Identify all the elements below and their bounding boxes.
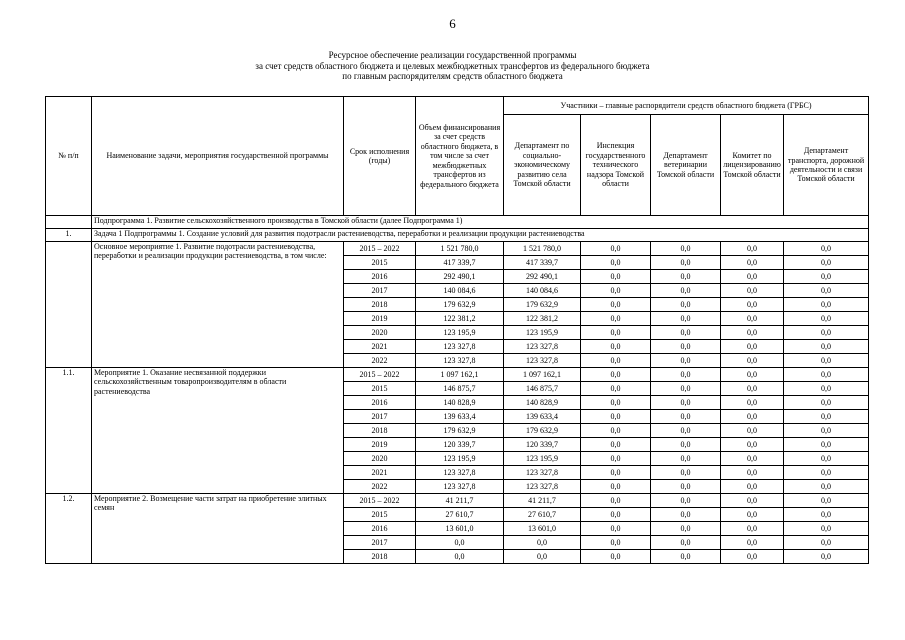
title-line-1: Ресурсное обеспечение реализации государственной программы: [328, 50, 577, 60]
document-title: [0, 50, 905, 82]
participant-4-cell: 0,0: [721, 270, 784, 284]
participant-2-cell: 0,0: [581, 312, 651, 326]
year-cell: 2017: [344, 410, 416, 424]
participant-2-cell: 0,0: [581, 438, 651, 452]
participant-1-cell: 140 828,9: [504, 396, 581, 410]
participant-2-cell: 0,0: [581, 256, 651, 270]
participant-4-cell: 0,0: [721, 284, 784, 298]
participant-4-cell: 0,0: [721, 508, 784, 522]
participant-1-cell: 123 327,8: [504, 466, 581, 480]
header-volume: Объем финансирования за счет средств областного бюджета, в том числе за счет межбюджетных трансфертов из федерального бюджета: [416, 97, 504, 216]
header-participant-1: Департамент по социально-экономическому развитию села Томской области: [504, 115, 581, 216]
volume-cell: 417 339,7: [416, 256, 504, 270]
participant-1-cell: 120 339,7: [504, 438, 581, 452]
year-cell: 2021: [344, 466, 416, 480]
task-title: Задача 1 Подпрограммы 1. Создание условий для развития подотрасли растениеводства, переработки и реализации продукции растениеводства: [92, 229, 869, 242]
participant-3-cell: 0,0: [651, 480, 721, 494]
table-row: [46, 494, 869, 508]
participant-3-cell: 0,0: [651, 312, 721, 326]
participant-4-cell: 0,0: [721, 382, 784, 396]
group-name: Мероприятие 2. Возмещение части затрат на приобретение элитных семян: [92, 494, 344, 564]
participant-2-cell: 0,0: [581, 424, 651, 438]
participant-4-cell: 0,0: [721, 438, 784, 452]
volume-cell: 0,0: [416, 536, 504, 550]
participant-1-cell: 1 521 780,0: [504, 242, 581, 256]
participant-1-cell: 0,0: [504, 536, 581, 550]
year-cell: 2018: [344, 298, 416, 312]
participant-3-cell: 0,0: [651, 396, 721, 410]
participant-3-cell: 0,0: [651, 466, 721, 480]
participant-4-cell: 0,0: [721, 494, 784, 508]
year-cell: 2020: [344, 326, 416, 340]
participant-4-cell: 0,0: [721, 522, 784, 536]
participant-5-cell: 0,0: [784, 508, 869, 522]
header-participant-2: Инспекция государственного технического надзора Томской области: [581, 115, 651, 216]
participant-5-cell: 0,0: [784, 438, 869, 452]
participant-2-cell: 0,0: [581, 480, 651, 494]
participant-5-cell: 0,0: [784, 466, 869, 480]
volume-cell: 140 084,6: [416, 284, 504, 298]
year-cell: 2020: [344, 452, 416, 466]
volume-cell: 123 327,8: [416, 340, 504, 354]
year-cell: 2015 – 2022: [344, 368, 416, 382]
year-cell: 2016: [344, 396, 416, 410]
participant-5-cell: 0,0: [784, 354, 869, 368]
header-participant-3: Департамент ветеринарии Томской области: [651, 115, 721, 216]
participant-3-cell: 0,0: [651, 494, 721, 508]
participant-4-cell: 0,0: [721, 410, 784, 424]
task-num: 1.: [46, 229, 92, 242]
participant-4-cell: 0,0: [721, 396, 784, 410]
participant-5-cell: 0,0: [784, 522, 869, 536]
participant-1-cell: 139 633,4: [504, 410, 581, 424]
participant-1-cell: 1 097 162,1: [504, 368, 581, 382]
participant-4-cell: 0,0: [721, 480, 784, 494]
participant-1-cell: 123 195,9: [504, 452, 581, 466]
participant-3-cell: 0,0: [651, 382, 721, 396]
volume-cell: 120 339,7: [416, 438, 504, 452]
year-cell: 2015: [344, 256, 416, 270]
volume-cell: 179 632,9: [416, 298, 504, 312]
table-row: [46, 368, 869, 382]
participant-2-cell: 0,0: [581, 340, 651, 354]
participant-2-cell: 0,0: [581, 522, 651, 536]
participant-3-cell: 0,0: [651, 550, 721, 564]
participant-3-cell: 0,0: [651, 326, 721, 340]
participant-2-cell: 0,0: [581, 242, 651, 256]
participant-1-cell: 146 875,7: [504, 382, 581, 396]
year-cell: 2017: [344, 284, 416, 298]
participant-4-cell: 0,0: [721, 550, 784, 564]
year-cell: 2018: [344, 550, 416, 564]
volume-cell: 123 327,8: [416, 466, 504, 480]
participant-5-cell: 0,0: [784, 312, 869, 326]
participant-1-cell: 123 327,8: [504, 340, 581, 354]
header-num: № п/п: [46, 97, 92, 216]
participant-5-cell: 0,0: [784, 494, 869, 508]
group-num: 1.2.: [46, 494, 92, 564]
year-cell: 2015: [344, 508, 416, 522]
volume-cell: 139 633,4: [416, 410, 504, 424]
volume-cell: 146 875,7: [416, 382, 504, 396]
participant-2-cell: 0,0: [581, 284, 651, 298]
volume-cell: 123 327,8: [416, 354, 504, 368]
year-cell: 2015 – 2022: [344, 242, 416, 256]
header-participant-5: Департамент транспорта, дорожной деятельности и связи Томской области: [784, 115, 869, 216]
volume-cell: 123 327,8: [416, 480, 504, 494]
participant-5-cell: 0,0: [784, 452, 869, 466]
group-num: 1.1.: [46, 368, 92, 494]
participant-2-cell: 0,0: [581, 550, 651, 564]
participant-4-cell: 0,0: [721, 312, 784, 326]
participant-3-cell: 0,0: [651, 340, 721, 354]
participant-3-cell: 0,0: [651, 522, 721, 536]
participant-2-cell: 0,0: [581, 354, 651, 368]
participant-5-cell: 0,0: [784, 480, 869, 494]
participant-4-cell: 0,0: [721, 424, 784, 438]
participant-3-cell: 0,0: [651, 256, 721, 270]
header-participants: Участники – главные распорядители средств областного бюджета (ГРБС): [504, 97, 869, 115]
participant-5-cell: 0,0: [784, 340, 869, 354]
header-participant-4: Комитет по лицензированию Томской области: [721, 115, 784, 216]
participant-1-cell: 179 632,9: [504, 424, 581, 438]
participant-2-cell: 0,0: [581, 536, 651, 550]
volume-cell: 179 632,9: [416, 424, 504, 438]
participant-1-cell: 179 632,9: [504, 298, 581, 312]
participant-1-cell: 123 195,9: [504, 326, 581, 340]
participant-2-cell: 0,0: [581, 298, 651, 312]
group-name: Основное мероприятие 1. Развитие подотрасли растениеводства, переработки и реализации продукции растениеводства, в том числе:: [92, 242, 344, 368]
year-cell: 2021: [344, 340, 416, 354]
group-num: [46, 242, 92, 368]
participant-4-cell: 0,0: [721, 354, 784, 368]
funding-table: [45, 96, 869, 564]
year-cell: 2016: [344, 522, 416, 536]
participant-5-cell: 0,0: [784, 368, 869, 382]
participant-2-cell: 0,0: [581, 452, 651, 466]
participant-4-cell: 0,0: [721, 298, 784, 312]
title-line-2: за счет средств областного бюджета и целевых межбюджетных трансфертов из федерального бюджета: [255, 60, 650, 71]
participant-2-cell: 0,0: [581, 326, 651, 340]
participant-4-cell: 0,0: [721, 452, 784, 466]
volume-cell: 1 521 780,0: [416, 242, 504, 256]
participant-3-cell: 0,0: [651, 242, 721, 256]
subprogram-title: Подпрограмма 1. Развитие сельскохозяйственного производства в Томской области (далее Подпрограмма 1): [92, 216, 869, 229]
participant-1-cell: 13 601,0: [504, 522, 581, 536]
participant-1-cell: 123 327,8: [504, 480, 581, 494]
participant-4-cell: 0,0: [721, 466, 784, 480]
header-term: Срок исполнения (годы): [344, 97, 416, 216]
participant-5-cell: 0,0: [784, 326, 869, 340]
participant-1-cell: 122 381,2: [504, 312, 581, 326]
volume-cell: 123 195,9: [416, 452, 504, 466]
participant-4-cell: 0,0: [721, 242, 784, 256]
participant-1-cell: 123 327,8: [504, 354, 581, 368]
participant-2-cell: 0,0: [581, 396, 651, 410]
volume-cell: 41 211,7: [416, 494, 504, 508]
participant-1-cell: 417 339,7: [504, 256, 581, 270]
participant-5-cell: 0,0: [784, 410, 869, 424]
participant-3-cell: 0,0: [651, 354, 721, 368]
group-name: Мероприятие 1. Оказание несвязанной поддержки сельскохозяйственным товаропроизводителям в области растениеводства: [92, 368, 344, 494]
participant-2-cell: 0,0: [581, 508, 651, 522]
page-number: 6: [449, 16, 456, 31]
volume-cell: 27 610,7: [416, 508, 504, 522]
participant-5-cell: 0,0: [784, 256, 869, 270]
participant-5-cell: 0,0: [784, 270, 869, 284]
participant-2-cell: 0,0: [581, 270, 651, 284]
participant-2-cell: 0,0: [581, 410, 651, 424]
participant-1-cell: 41 211,7: [504, 494, 581, 508]
participant-2-cell: 0,0: [581, 494, 651, 508]
participant-5-cell: 0,0: [784, 396, 869, 410]
volume-cell: 140 828,9: [416, 396, 504, 410]
subprogram-num: [46, 216, 92, 229]
participant-5-cell: 0,0: [784, 424, 869, 438]
participant-4-cell: 0,0: [721, 536, 784, 550]
participant-1-cell: 140 084,6: [504, 284, 581, 298]
participant-5-cell: 0,0: [784, 284, 869, 298]
volume-cell: 122 381,2: [416, 312, 504, 326]
participant-1-cell: 292 490,1: [504, 270, 581, 284]
volume-cell: 292 490,1: [416, 270, 504, 284]
table-row: [46, 242, 869, 256]
participant-3-cell: 0,0: [651, 284, 721, 298]
participant-3-cell: 0,0: [651, 410, 721, 424]
participant-5-cell: 0,0: [784, 536, 869, 550]
participant-1-cell: 27 610,7: [504, 508, 581, 522]
participant-3-cell: 0,0: [651, 368, 721, 382]
participant-1-cell: 0,0: [504, 550, 581, 564]
year-cell: 2019: [344, 438, 416, 452]
participant-3-cell: 0,0: [651, 438, 721, 452]
participant-2-cell: 0,0: [581, 368, 651, 382]
participant-3-cell: 0,0: [651, 536, 721, 550]
participant-4-cell: 0,0: [721, 256, 784, 270]
year-cell: 2016: [344, 270, 416, 284]
year-cell: 2018: [344, 424, 416, 438]
year-cell: 2015 – 2022: [344, 494, 416, 508]
year-cell: 2022: [344, 354, 416, 368]
volume-cell: 0,0: [416, 550, 504, 564]
participant-3-cell: 0,0: [651, 424, 721, 438]
participant-2-cell: 0,0: [581, 382, 651, 396]
participant-3-cell: 0,0: [651, 452, 721, 466]
header-name: Наименование задачи, мероприятия государственной программы: [92, 97, 344, 216]
participant-3-cell: 0,0: [651, 508, 721, 522]
title-line-3: по главным распорядителям средств областного бюджета: [342, 71, 563, 81]
year-cell: 2017: [344, 536, 416, 550]
participant-3-cell: 0,0: [651, 270, 721, 284]
participant-2-cell: 0,0: [581, 466, 651, 480]
volume-cell: 123 195,9: [416, 326, 504, 340]
year-cell: 2022: [344, 480, 416, 494]
participant-4-cell: 0,0: [721, 340, 784, 354]
participant-3-cell: 0,0: [651, 298, 721, 312]
participant-5-cell: 0,0: [784, 242, 869, 256]
year-cell: 2019: [344, 312, 416, 326]
participant-5-cell: 0,0: [784, 382, 869, 396]
volume-cell: 1 097 162,1: [416, 368, 504, 382]
year-cell: 2015: [344, 382, 416, 396]
participant-4-cell: 0,0: [721, 326, 784, 340]
participant-5-cell: 0,0: [784, 298, 869, 312]
participant-4-cell: 0,0: [721, 368, 784, 382]
volume-cell: 13 601,0: [416, 522, 504, 536]
participant-5-cell: 0,0: [784, 550, 869, 564]
